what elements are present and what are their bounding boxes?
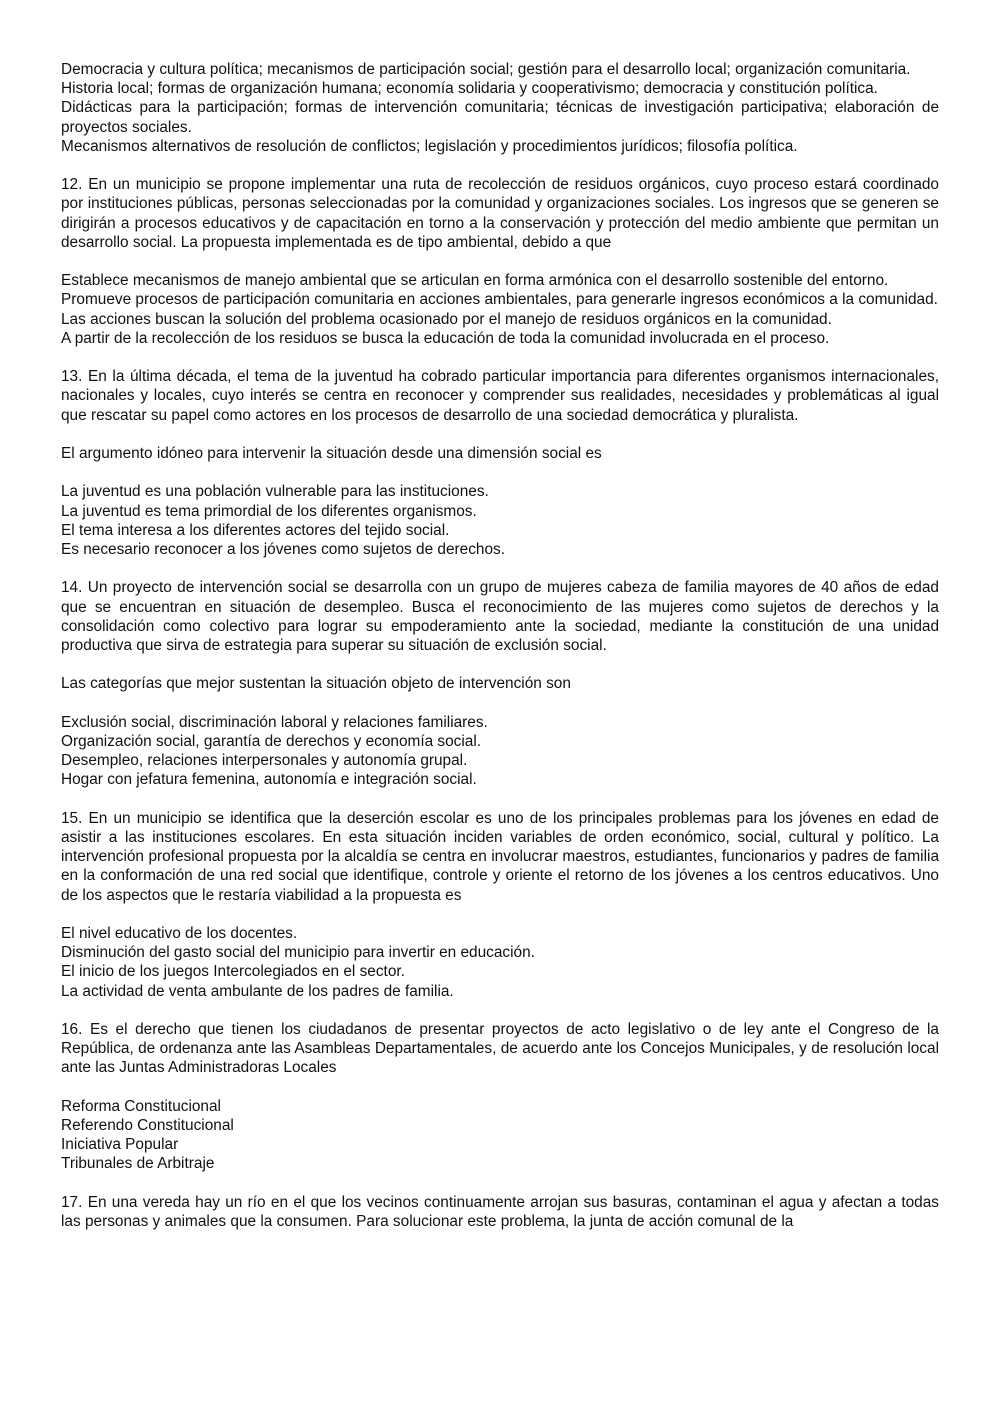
list-item: El tema interesa a los diferentes actores del tejido social. [61, 521, 450, 539]
question-17-stem: 17. En una vereda hay un río en el que los vecinos continuamente arrojan sus basuras, contaminan el agua y afectan a todas las personas y animales que la consumen. Para solucionar este problema, la junta de acción comunal de la [61, 1193, 939, 1230]
question-12-stem: 12. En un municipio se propone implementar una ruta de recolección de residuos orgánicos, cuyo proceso estará coordinado por instituciones públicas, personas seleccionadas por la comunidad y organizaciones sociales. Los ingresos que se generen se dirigirán a procesos educativos y de capacitación en torno a la conservación y protección del medio ambiente que permitan un desarrollo social. La propuesta implementada es de tipo ambiental, debido a que [61, 176, 939, 251]
list-item: El inicio de los juegos Intercolegiados en el sector. [61, 963, 405, 981]
list-item: Historia local; formas de organización humana; economía solidaria y cooperativismo; democracia y constitución política. [61, 80, 878, 98]
list-item: Es necesario reconocer a los jóvenes como sujetos de derechos. [61, 541, 506, 558]
question-14-options [61, 713, 939, 790]
question-14-stem: 14. Un proyecto de intervención social se desarrolla con un grupo de mujeres cabeza de familia mayores de 40 años de edad que se encuentran en situación de desempleo. Busca el reconocimiento de las mujeres como sujetos de derechos y la consolidación como colectivo para lograr su empoderamiento ante la sociedad, mediante la constitución de una unidad productiva que sirva de estrategia para superar su situación de exclusión social. [61, 579, 939, 654]
question-16-options [61, 1097, 939, 1174]
question-13-stem: 13. En la última década, el tema de la juventud ha cobrado particular importancia para diferentes organismos internacionales, nacionales y locales, cuyo interés se centra en reconocer y comprender sus realidades, necesidades y problemáticas al igual que rescatar su papel como actores en los procesos de desarrollo de una sociedad democrática y pluralista. [61, 368, 939, 424]
list-item: Didácticas para la participación; formas de intervención comunitaria; técnicas de investigación participativa; elaboración de proyectos sociales. [61, 99, 939, 136]
document-page [61, 60, 939, 1231]
question-13-question: El argumento idóneo para intervenir la situación desde una dimensión social es [61, 445, 602, 462]
list-item: Disminución del gasto social del municipio para invertir en educación. [61, 944, 535, 962]
list-item: Iniciativa Popular [61, 1136, 179, 1154]
question-15-options [61, 924, 939, 1001]
question-14-question: Las categorías que mejor sustentan la situación objeto de intervención son [61, 675, 571, 693]
top-options-list [61, 60, 939, 156]
question-15-stem: 15. En un municipio se identifica que la deserción escolar es uno de los principales problemas para los jóvenes en edad de asistir a las instituciones escolares. En esta situación inciden variables de orden económico, social, cultural y político. La intervención profesional propuesta por la alcaldía se centra en involucrar maestros, estudiantes, funcionarios y padres de familia en la conformación de una red social que identifique, controle y oriente el retorno de los jóvenes a los centros educativos. Uno de los aspectos que le restaría viabilidad a la propuesta es [61, 809, 939, 904]
list-item: El nivel educativo de los docentes. [61, 924, 298, 942]
list-item: Reforma Constitucional [61, 1097, 221, 1115]
list-item: A partir de la recolección de los residuos se busca la educación de toda la comunidad involucrada en el proceso. [61, 329, 830, 347]
list-item: Democracia y cultura política; mecanismos de participación social; gestión para el desarrollo local; organización comunitaria. [61, 61, 911, 78]
list-item: Hogar con jefatura femenina, autonomía e integración social. [61, 771, 477, 789]
question-13-options [61, 482, 939, 559]
question-16-stem: 16. Es el derecho que tienen los ciudadanos de presentar proyectos de acto legislativo o de ley ante el Congreso de la República, de ordenanza ante las Asambleas Departamentales, de acuerdo ante los Concejos Municipales, y de resolución local ante las Juntas Administradoras Locales [61, 1020, 939, 1077]
list-item: La juventud es una población vulnerable para las instituciones. [61, 483, 489, 501]
list-item: Tribunales de Arbitraje [61, 1155, 215, 1173]
list-item: Promueve procesos de participación comunitaria en acciones ambientales, para generarle ingresos económicos a la comunidad. [61, 291, 938, 309]
list-item: Las acciones buscan la solución del problema ocasionado por el manejo de residuos orgánicos en la comunidad. [61, 310, 832, 328]
question-12-options [61, 271, 939, 348]
list-item: Mecanismos alternativos de resolución de conflictos; legislación y procedimientos jurídicos; filosofía política. [61, 137, 798, 155]
list-item: La actividad de venta ambulante de los padres de familia. [61, 982, 454, 1000]
list-item: Exclusión social, discriminación laboral y relaciones familiares. [61, 713, 488, 731]
list-item: Desempleo, relaciones interpersonales y autonomía grupal. [61, 752, 468, 770]
list-item: La juventud es tema primordial de los diferentes organismos. [61, 502, 477, 520]
list-item: Referendo Constitucional [61, 1116, 234, 1134]
list-item: Organización social, garantía de derechos y economía social. [61, 732, 482, 750]
list-item: Establece mecanismos de manejo ambiental que se articulan en forma armónica con el desarrollo sostenible del entorno. [61, 272, 889, 290]
